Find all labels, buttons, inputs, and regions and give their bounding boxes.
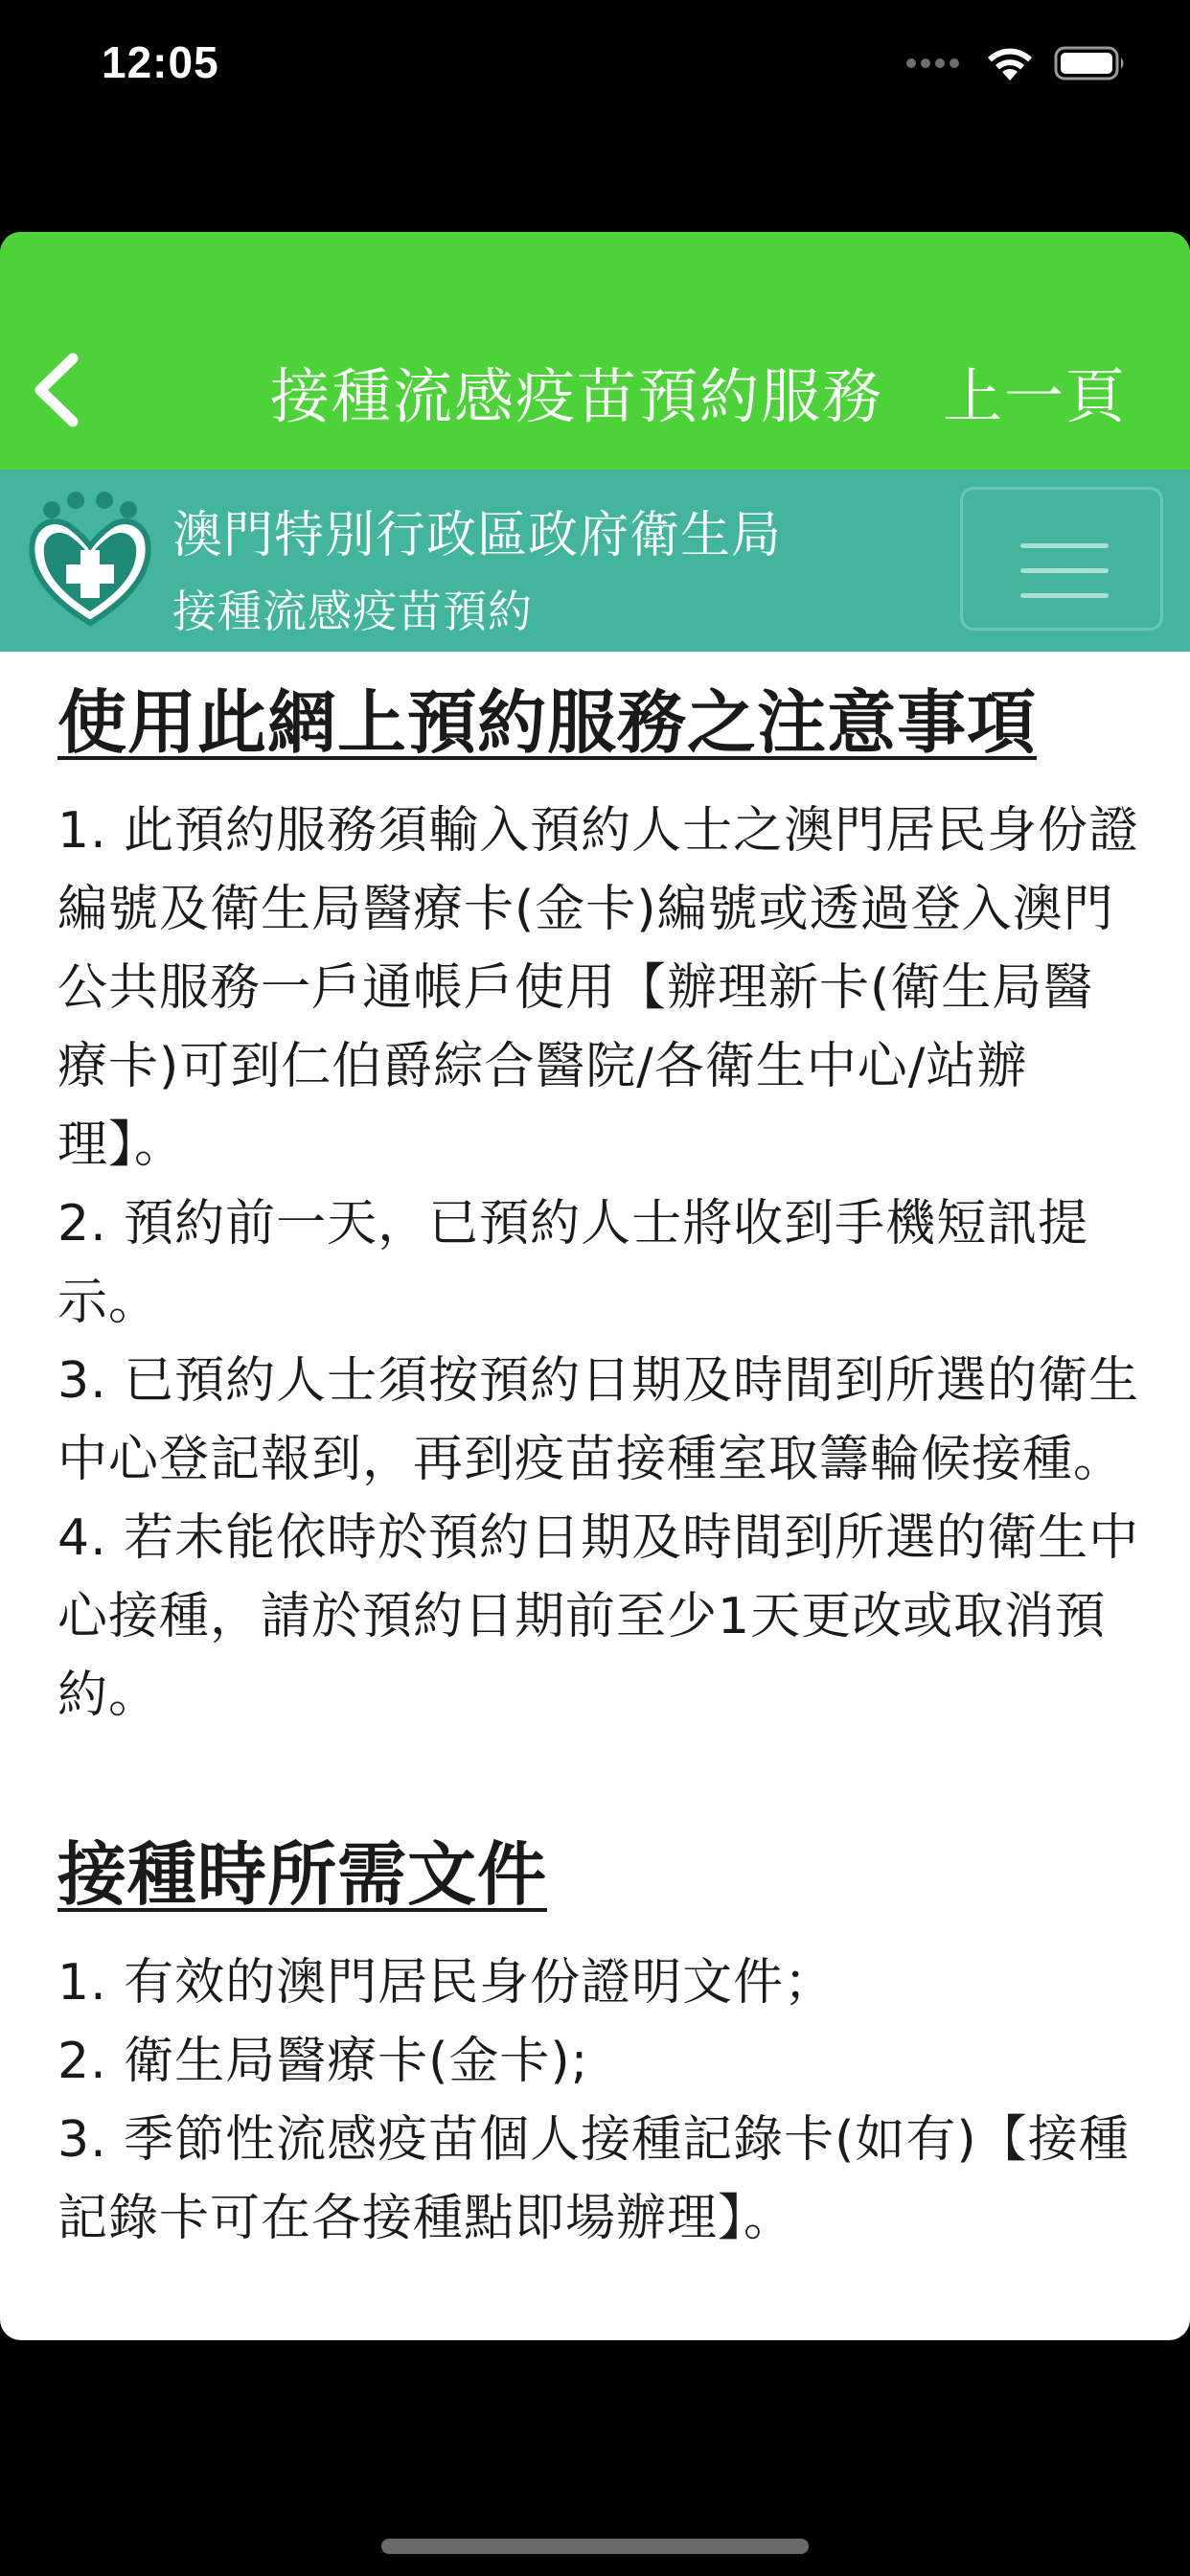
header-subtitle: 接種流感疫苗預約 bbox=[172, 586, 533, 637]
document-item: 2. 衛生局醫療卡(金卡); bbox=[57, 2033, 589, 2090]
app-sheet bbox=[0, 232, 1190, 2340]
org-name: 澳門特別行政區政府衛生局 bbox=[172, 507, 783, 564]
notice-item: 3. 已預約人士須按預約日期及時間到所選的衛生中心登記報到，再到疫苗接種室取籌輪候接種。 bbox=[57, 1352, 1140, 1488]
signal-dots-icon bbox=[906, 58, 964, 68]
home-indicator[interactable] bbox=[381, 2539, 809, 2554]
wifi-icon bbox=[985, 44, 1035, 82]
document-item: 1. 有效的澳門居民身份證明文件； bbox=[57, 1954, 835, 2012]
previous-page-button[interactable]: 上一頁 bbox=[942, 361, 1127, 431]
chevron-left-icon[interactable] bbox=[23, 347, 92, 433]
health-bureau-logo-icon[interactable] bbox=[23, 489, 157, 632]
nav-bar bbox=[0, 232, 1190, 470]
notice-item: 4. 若未能依時於預約日期及時間到所選的衛生中心接種，請於預約日期前至少1天更改或取消預約。 bbox=[57, 1509, 1140, 1724]
notice-item: 2. 預約前一天，已預約人士將收到手機短訊提示。 bbox=[57, 1195, 1089, 1331]
document-item: 3. 季節性流感疫苗個人接種記錄卡(如有)【接種記錄卡可在各接種點即場辦理】。 bbox=[57, 2111, 1130, 2247]
site-header bbox=[0, 470, 1190, 652]
nav-title: 接種流感疫苗預約服務 bbox=[270, 361, 884, 431]
status-icons bbox=[906, 42, 1127, 84]
documents-heading: 接種時所需文件 bbox=[57, 1834, 548, 1915]
notice-item: 1. 此預約服務須輸入預約人士之澳門居民身份證編號及衛生局醫療卡(金卡)編號或透過登入澳門公共服務一戶通帳戶使用【辦理新卡(衛生局醫療卡)可到仁伯爵綜合醫院/各衛生中心/站辦理】。 bbox=[57, 802, 1140, 1174]
status-time: 12:05 bbox=[102, 37, 219, 87]
hamburger-menu-button[interactable] bbox=[960, 487, 1163, 631]
battery-icon bbox=[1054, 44, 1127, 82]
notice-heading: 使用此網上預約服務之注意事項 bbox=[57, 682, 1038, 763]
documents-list bbox=[57, 1944, 1140, 2258]
main-content bbox=[57, 675, 1140, 2258]
notice-list bbox=[57, 792, 1140, 1735]
status-bar bbox=[0, 0, 1190, 134]
